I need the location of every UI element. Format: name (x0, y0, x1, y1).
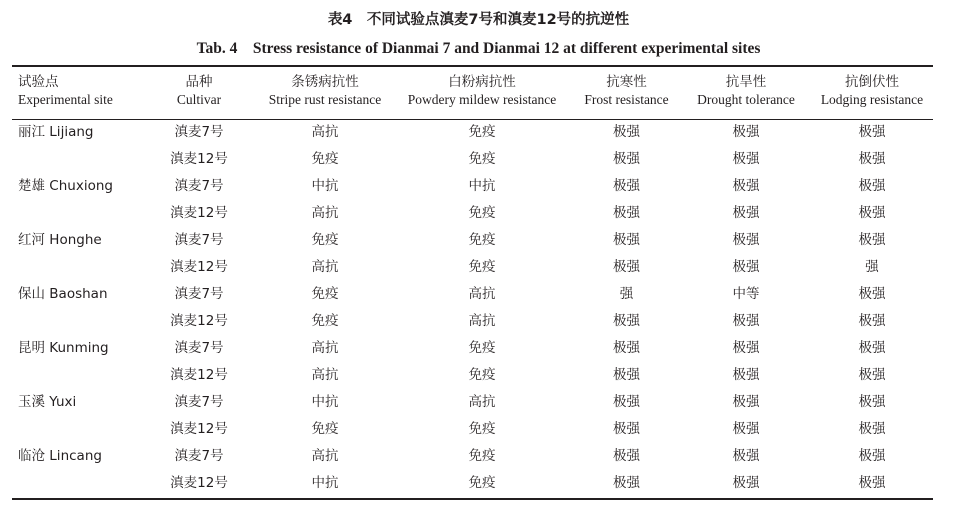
cell-drought: 极强 (732, 367, 760, 383)
cell-cultivar: 滇麦12号 (170, 313, 228, 329)
cell-frost: 极强 (613, 313, 640, 329)
table-row (12, 200, 933, 227)
cell-powdery: 免疫 (468, 475, 496, 491)
cell-drought: 极强 (732, 205, 760, 221)
cell-stripe: 高抗 (311, 205, 339, 221)
table-row (12, 227, 933, 254)
cell-powdery: 免疫 (468, 124, 496, 140)
cell-stripe: 高抗 (311, 259, 339, 275)
cell-lodging: 极强 (858, 205, 886, 221)
cell-stripe: 高抗 (311, 448, 339, 464)
table-row (12, 470, 933, 497)
cell-cultivar: 滇麦7号 (174, 448, 224, 464)
cell-stripe: 中抗 (311, 475, 339, 491)
cell-cultivar: 滇麦12号 (170, 205, 228, 221)
header-powdery-mildew: 白粉病抗性 Powdery mildew resistance (407, 74, 557, 107)
cell-powdery: 免疫 (468, 448, 496, 464)
cell-site: 楚雄 Chuxiong (18, 178, 113, 194)
cell-lodging: 极强 (858, 448, 886, 464)
cell-powdery: 中抗 (468, 178, 496, 194)
table-row (12, 281, 933, 308)
cell-stripe: 中抗 (311, 394, 339, 410)
table-caption-cn: 表4 不同试验点滇麦7号和滇麦12号的抗逆性 (327, 12, 630, 28)
cell-drought: 极强 (732, 340, 760, 356)
cell-site: 红河 Honghe (18, 232, 102, 248)
cell-frost: 极强 (613, 232, 640, 248)
cell-powdery: 高抗 (468, 394, 496, 410)
cell-drought: 中等 (732, 286, 760, 302)
cell-stripe: 免疫 (311, 151, 339, 167)
cell-stripe: 免疫 (311, 313, 339, 329)
cell-drought: 极强 (732, 313, 760, 329)
cell-site: 保山 Baoshan (18, 286, 108, 302)
cell-frost: 极强 (613, 124, 640, 140)
cell-drought: 极强 (732, 475, 760, 491)
table-row (12, 146, 933, 173)
table-caption-en: Tab. 4 Stress resistance of Dianmai 7 and Dianmai 12 at different experimental sites (196, 40, 761, 57)
cell-drought: 极强 (732, 124, 760, 140)
cell-cultivar: 滇麦7号 (174, 286, 224, 302)
header-cultivar: 品种 Cultivar (176, 74, 222, 107)
cell-cultivar: 滇麦12号 (170, 151, 228, 167)
cell-site (12, 146, 140, 173)
table-row (12, 416, 933, 443)
cell-cultivar: 滇麦7号 (174, 178, 224, 194)
cell-site: 玉溪 Yuxi (18, 394, 77, 410)
cell-site (12, 308, 140, 335)
cell-frost: 极强 (613, 421, 640, 437)
cell-frost: 极强 (613, 367, 640, 383)
cell-lodging: 极强 (858, 151, 886, 167)
header-frost: 抗寒性 Frost resistance (584, 74, 669, 107)
cell-stripe: 高抗 (311, 367, 339, 383)
cell-lodging: 极强 (858, 286, 886, 302)
cell-cultivar: 滇麦12号 (170, 367, 228, 383)
cell-lodging: 极强 (858, 124, 886, 140)
header-drought: 抗旱性 Drought tolerance (697, 74, 795, 107)
cell-lodging: 极强 (858, 475, 886, 491)
cell-stripe: 免疫 (311, 232, 339, 248)
cell-frost: 极强 (613, 394, 640, 410)
cell-powdery: 高抗 (468, 286, 496, 302)
cell-cultivar: 滇麦12号 (170, 421, 228, 437)
resistance-table (12, 66, 933, 497)
cell-stripe: 高抗 (311, 340, 339, 356)
cell-cultivar: 滇麦7号 (174, 340, 224, 356)
cell-site: 丽江 Lijiang (18, 124, 94, 140)
cell-drought: 极强 (732, 394, 760, 410)
cell-cultivar: 滇麦7号 (174, 232, 224, 248)
cell-site (12, 362, 140, 389)
cell-lodging: 极强 (858, 313, 886, 329)
cell-powdery: 免疫 (468, 151, 496, 167)
cell-cultivar: 滇麦12号 (170, 259, 228, 275)
cell-frost: 极强 (613, 178, 640, 194)
cell-drought: 极强 (732, 151, 760, 167)
cell-drought: 极强 (732, 421, 760, 437)
cell-lodging: 极强 (858, 367, 886, 383)
cell-lodging: 极强 (858, 340, 886, 356)
cell-drought: 极强 (732, 448, 760, 464)
table-body (12, 119, 933, 497)
cell-powdery: 免疫 (468, 340, 496, 356)
cell-stripe: 高抗 (311, 124, 339, 140)
cell-site (12, 200, 140, 227)
table-row (12, 308, 933, 335)
cell-frost: 极强 (613, 340, 640, 356)
cell-powdery: 高抗 (468, 313, 496, 329)
cell-site (12, 470, 140, 497)
cell-drought: 极强 (732, 232, 760, 248)
cell-drought: 极强 (732, 259, 760, 275)
table-row (12, 335, 933, 362)
table-row (12, 173, 933, 200)
cell-frost: 极强 (613, 448, 640, 464)
table-row (12, 389, 933, 416)
header-lodging: 抗倒伏性 Lodging resistance (820, 74, 924, 107)
cell-frost: 极强 (613, 205, 640, 221)
table-row (12, 254, 933, 281)
cell-cultivar: 滇麦7号 (174, 394, 224, 410)
cell-lodging: 极强 (858, 178, 886, 194)
table-row (12, 362, 933, 389)
cell-frost: 强 (619, 286, 634, 302)
cell-lodging: 强 (865, 259, 879, 275)
cell-cultivar: 滇麦12号 (170, 475, 228, 491)
cell-lodging: 极强 (858, 421, 886, 437)
cell-site: 临沧 Lincang (18, 448, 102, 464)
header-stripe-rust: 条锈病抗性 Stripe rust resistance (268, 74, 382, 107)
cell-powdery: 免疫 (468, 259, 496, 275)
cell-powdery: 免疫 (468, 232, 496, 248)
cell-cultivar: 滇麦7号 (174, 124, 224, 140)
table-row (12, 119, 933, 146)
cell-lodging: 极强 (858, 232, 886, 248)
header-site: 试验点 Experimental site (18, 74, 113, 107)
cell-site (12, 416, 140, 443)
cell-frost: 极强 (613, 259, 640, 275)
cell-site: 昆明 Kunming (18, 340, 109, 356)
cell-drought: 极强 (732, 178, 760, 194)
cell-site (12, 254, 140, 281)
cell-lodging: 极强 (858, 394, 886, 410)
cell-frost: 极强 (613, 475, 640, 491)
cell-powdery: 免疫 (468, 367, 496, 383)
bottom-rule (12, 498, 933, 500)
header-row (12, 66, 933, 119)
cell-powdery: 免疫 (468, 421, 496, 437)
table-row (12, 443, 933, 470)
cell-stripe: 中抗 (311, 178, 339, 194)
cell-stripe: 免疫 (311, 286, 339, 302)
cell-powdery: 免疫 (468, 205, 496, 221)
cell-stripe: 免疫 (311, 421, 339, 437)
cell-frost: 极强 (613, 151, 640, 167)
